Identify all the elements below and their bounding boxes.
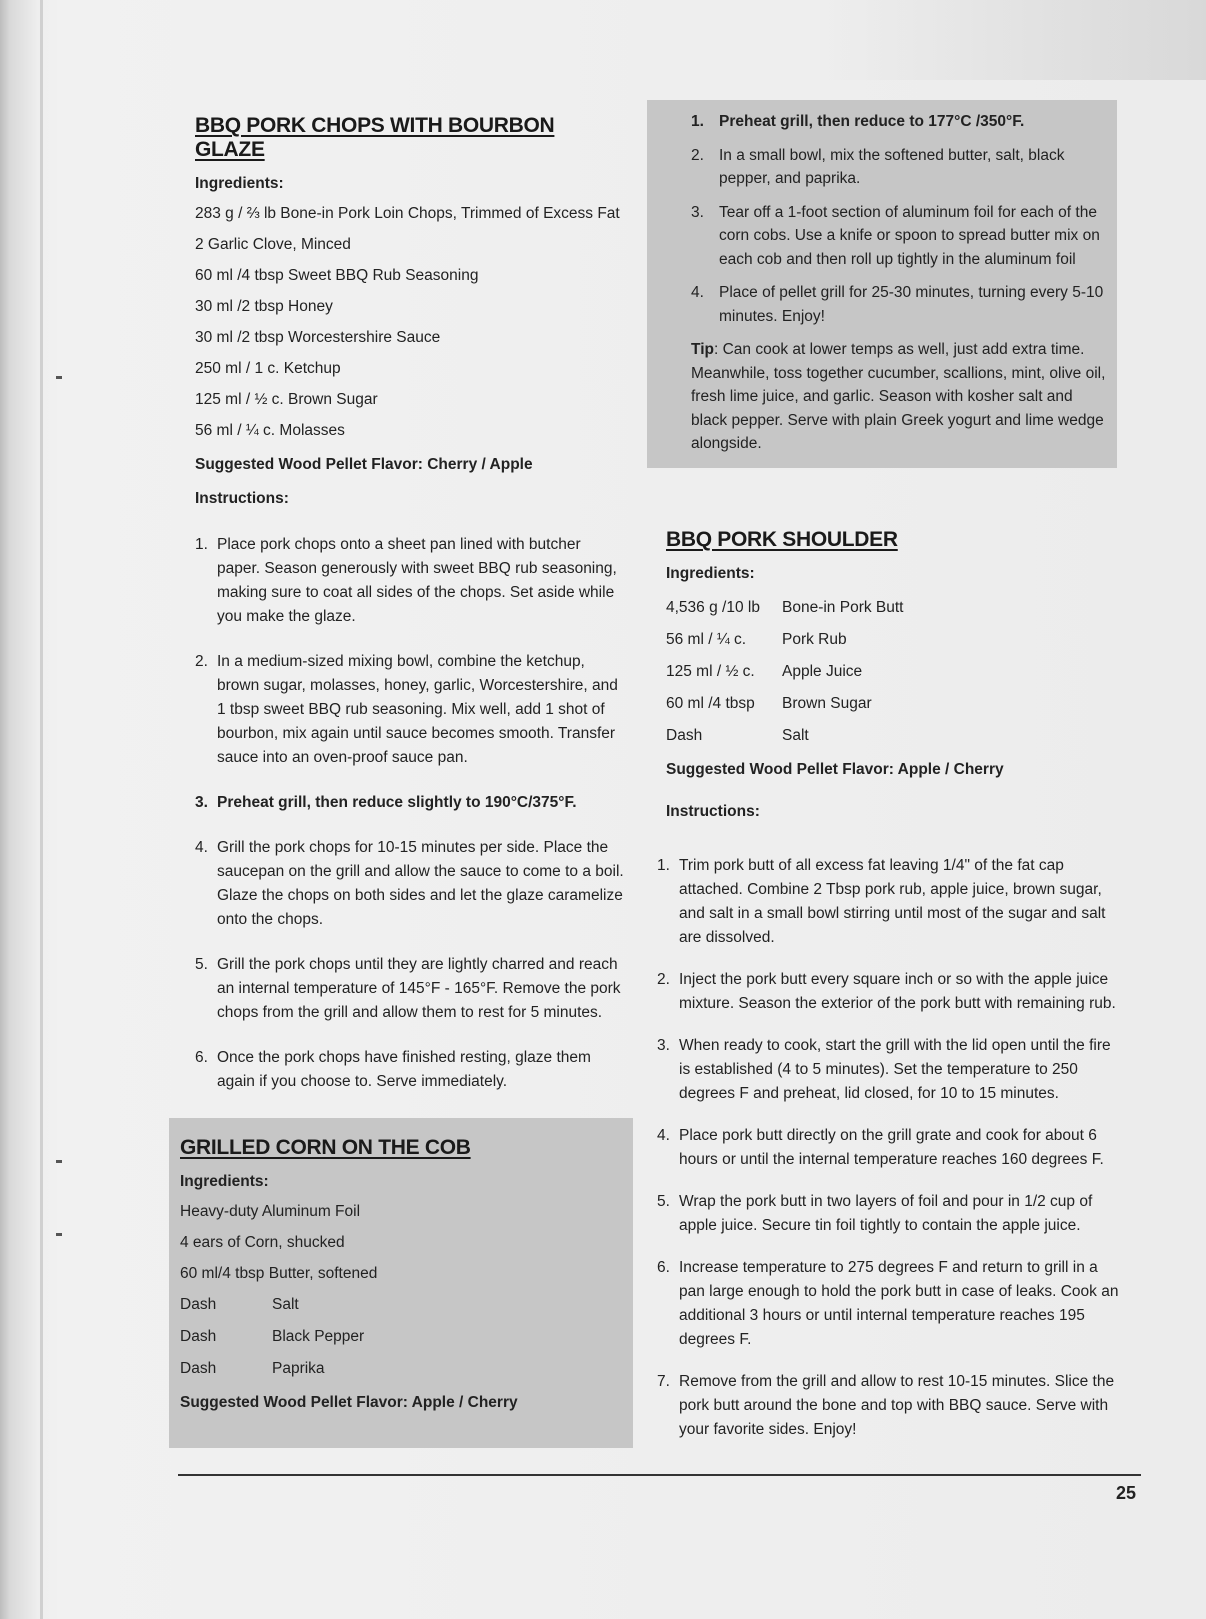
ingredient-item: 283 g / ⅔ lb Bone-in Pork Loin Chops, Trimmed of Excess Fat	[195, 205, 620, 222]
ingredient-row	[666, 692, 1126, 716]
step-number: 4.	[691, 284, 704, 301]
step-text: Place of pellet grill for 25-30 minutes, turning every 5-10 minutes. Enjoy!	[719, 284, 1104, 325]
ingredient-qty: 56 ml / ¼ c.	[666, 631, 747, 648]
ingredient-item: 30 ml /2 tbsp Honey	[195, 298, 333, 315]
ingredient-qty: 4,536 g /10 lb	[666, 599, 760, 616]
step-text: Grill the pork chops until they are lightly charred and reach an internal temperature of 145°F - 165°F. Remove the pork chops from the grill and allow them to rest for 5 minutes.	[217, 956, 621, 1021]
instruction-step	[657, 854, 1119, 950]
recipe-title: GRILLED CORN ON THE COB	[180, 1136, 471, 1159]
step-number: 6.	[195, 1049, 208, 1066]
step-number: 3.	[195, 794, 208, 811]
tip-text: : Can cook at lower temps as well, just add extra time. Meanwhile, toss together cucumber, scallions, mint, olive oil, fresh lime juice, and garlic. Season with kosher salt and black pepper. Serve with plain Greek yogurt and lime wedge alongside.	[691, 341, 1106, 452]
ingredient-qty: Dash	[666, 727, 703, 744]
ingredient-row	[666, 628, 1126, 652]
ingredient-row	[666, 724, 1126, 748]
instruction-step	[657, 1190, 1119, 1238]
ingredient-item: 60 ml/4 tbsp Butter, softened	[180, 1265, 378, 1282]
binding-hole-mark	[56, 1160, 62, 1163]
ingredients-label: Ingredients:	[666, 565, 755, 582]
recipe-title: BBQ PORK SHOULDER	[666, 528, 898, 551]
ingredient-row	[180, 1325, 620, 1349]
scan-glare	[826, 0, 1206, 80]
step-number: 2.	[657, 971, 670, 988]
wood-pellet-flavor: Suggested Wood Pellet Flavor: Cherry / Apple	[195, 456, 533, 473]
ingredient-name: Apple Juice	[782, 663, 863, 680]
corn-recipe	[180, 1136, 620, 1425]
instruction-step	[195, 836, 625, 932]
step-number: 2.	[195, 653, 208, 670]
ingredient-item: 2 Garlic Clove, Minced	[195, 236, 351, 253]
recipe-title: BBQ PORK CHOPS WITH BOURBON GLAZE	[195, 114, 555, 161]
step-number: 5.	[195, 956, 208, 973]
instruction-step	[691, 281, 1111, 328]
step-number: 6.	[657, 1259, 670, 1276]
ingredient-row	[666, 660, 1126, 684]
instruction-step	[657, 1256, 1119, 1352]
step-text: Tear off a 1-foot section of aluminum foil for each of the corn cobs. Use a knife or spoon to spread butter mix on each cob and then roll up tightly in the aluminum foil	[719, 203, 1100, 268]
step-text: Place pork butt directly on the grill grate and cook for about 6 hours or until the internal temperature reaches 160 degrees F.	[679, 1127, 1104, 1168]
pork-shoulder-recipe	[666, 528, 1126, 838]
binding-hole-mark	[56, 1233, 62, 1236]
pork-chops-recipe	[195, 114, 625, 1115]
step-text: Preheat grill, then reduce to 177°C /350°F.	[719, 113, 1025, 130]
instruction-step	[195, 953, 625, 1025]
ingredient-name: Pork Rub	[782, 631, 847, 648]
step-text: Increase temperature to 275 degrees F and return to grill in a pan large enough to hold the pork butt in case of leaks. Cook an additional 3 hours or until internal temperature reaches 195 degrees F.	[679, 1259, 1119, 1348]
instruction-step	[195, 650, 625, 770]
ingredient-row	[180, 1293, 620, 1317]
step-text: In a small bowl, mix the softened butter, salt, black pepper, and paprika.	[719, 146, 1065, 187]
instruction-step	[691, 110, 1111, 134]
instruction-step	[195, 533, 625, 629]
ingredient-name: Salt	[272, 1296, 299, 1313]
step-text: Grill the pork chops for 10-15 minutes per side. Place the saucepan on the grill and allow the sauce to come to a boil. Glaze the chops on both sides and let the glaze caramelize onto the chops.	[217, 839, 624, 928]
ingredient-qty: 125 ml / ½ c.	[666, 663, 755, 680]
step-number: 4.	[195, 839, 208, 856]
footer-rule	[178, 1474, 1141, 1476]
step-text: Place pork chops onto a sheet pan lined with butcher paper. Season generously with sweet BBQ rub seasoning, making sure to coat all sides of the chops. Set aside while you make the glaze.	[217, 536, 617, 625]
instruction-step	[195, 1046, 625, 1094]
ingredient-name: Brown Sugar	[782, 695, 872, 712]
page-number: 25	[1116, 1483, 1137, 1503]
ingredient-row	[666, 596, 1126, 620]
ingredient-qty: Dash	[180, 1328, 217, 1345]
ingredient-qty: Dash	[180, 1296, 217, 1313]
ingredient-item: 4 ears of Corn, shucked	[180, 1234, 345, 1251]
ingredients-label: Ingredients:	[195, 175, 284, 192]
corn-instructions	[691, 110, 1111, 456]
instructions-label: Instructions:	[666, 803, 760, 820]
instruction-step	[657, 1034, 1119, 1106]
ingredient-item: 125 ml / ½ c. Brown Sugar	[195, 391, 378, 408]
instruction-step	[657, 968, 1119, 1016]
step-number: 5.	[657, 1193, 670, 1210]
wood-pellet-flavor: Suggested Wood Pellet Flavor: Apple / Cherry	[180, 1394, 518, 1411]
step-number: 1.	[691, 113, 704, 130]
instruction-step	[657, 1124, 1119, 1172]
instruction-step	[195, 791, 625, 815]
step-text: In a medium-sized mixing bowl, combine the ketchup, brown sugar, molasses, honey, garlic, Worcestershire, and 1 tbsp sweet BBQ rub seasoning. Mix well, add 1 shot of bourbon, mix again until sauce becomes smooth. Transfer sauce into an oven-proof sauce pan.	[217, 653, 618, 766]
ingredient-name: Paprika	[272, 1360, 325, 1377]
instruction-step	[691, 144, 1111, 191]
ingredient-item: 250 ml / 1 c. Ketchup	[195, 360, 341, 377]
ingredient-name: Salt	[782, 727, 809, 744]
step-number: 2.	[691, 146, 704, 164]
ingredient-item: 60 ml /4 tbsp Sweet BBQ Rub Seasoning	[195, 267, 479, 284]
ingredient-item: 30 ml /2 tbsp Worcestershire Sauce	[195, 329, 441, 346]
step-text: Inject the pork butt every square inch or so with the apple juice mixture. Season the exterior of the pork butt with remaining rub.	[679, 971, 1116, 1012]
ingredient-row	[180, 1357, 620, 1381]
ingredient-qty: Dash	[180, 1360, 217, 1377]
ingredients-label: Ingredients:	[180, 1173, 269, 1190]
step-text: Preheat grill, then reduce slightly to 190°C/375°F.	[217, 794, 577, 811]
step-number: 3.	[691, 203, 704, 221]
step-number: 4.	[657, 1127, 670, 1144]
ingredient-name: Black Pepper	[272, 1328, 365, 1345]
step-text: Wrap the pork butt in two layers of foil and pour in 1/2 cup of apple juice. Secure tin foil tightly to contain the apple juice.	[679, 1193, 1093, 1234]
step-text: Trim pork butt of all excess fat leaving 1/4" of the fat cap attached. Combine 2 Tbsp pork rub, apple juice, brown sugar, and salt in a small bowl stirring until most of the sugar and salt are dissolved.	[679, 857, 1106, 946]
step-text: When ready to cook, start the grill with the lid open until the fire is established (4 to 5 minutes). Set the temperature to 250 degrees F and preheat, lid closed, for 10 to 15 minutes.	[679, 1037, 1111, 1102]
wood-pellet-flavor: Suggested Wood Pellet Flavor: Apple / Cherry	[666, 761, 1004, 778]
step-number: 3.	[657, 1037, 670, 1054]
instruction-step	[691, 201, 1111, 272]
step-text: Once the pork chops have finished resting, glaze them again if you choose to. Serve immediately.	[217, 1049, 591, 1090]
ingredient-name: Bone-in Pork Butt	[782, 599, 904, 616]
ingredient-qty: 60 ml /4 tbsp	[666, 695, 755, 712]
instruction-step	[657, 1370, 1119, 1442]
step-number: 1.	[657, 857, 670, 874]
step-number: 1.	[195, 536, 208, 553]
tip-paragraph	[691, 338, 1111, 456]
step-text: Remove from the grill and allow to rest 10-15 minutes. Slice the pork butt around the bone and top with BBQ sauce. Serve with your favorite sides. Enjoy!	[679, 1373, 1115, 1438]
instructions-label: Instructions:	[195, 490, 289, 507]
ingredient-item: 56 ml / ¼ c. Molasses	[195, 422, 345, 439]
step-number: 7.	[657, 1373, 670, 1390]
page-binding-edge	[40, 0, 43, 1619]
binding-hole-mark	[56, 376, 62, 379]
ingredient-item: Heavy-duty Aluminum Foil	[180, 1203, 361, 1220]
tip-label: Tip	[691, 341, 714, 358]
pork-shoulder-instructions	[657, 854, 1119, 1442]
